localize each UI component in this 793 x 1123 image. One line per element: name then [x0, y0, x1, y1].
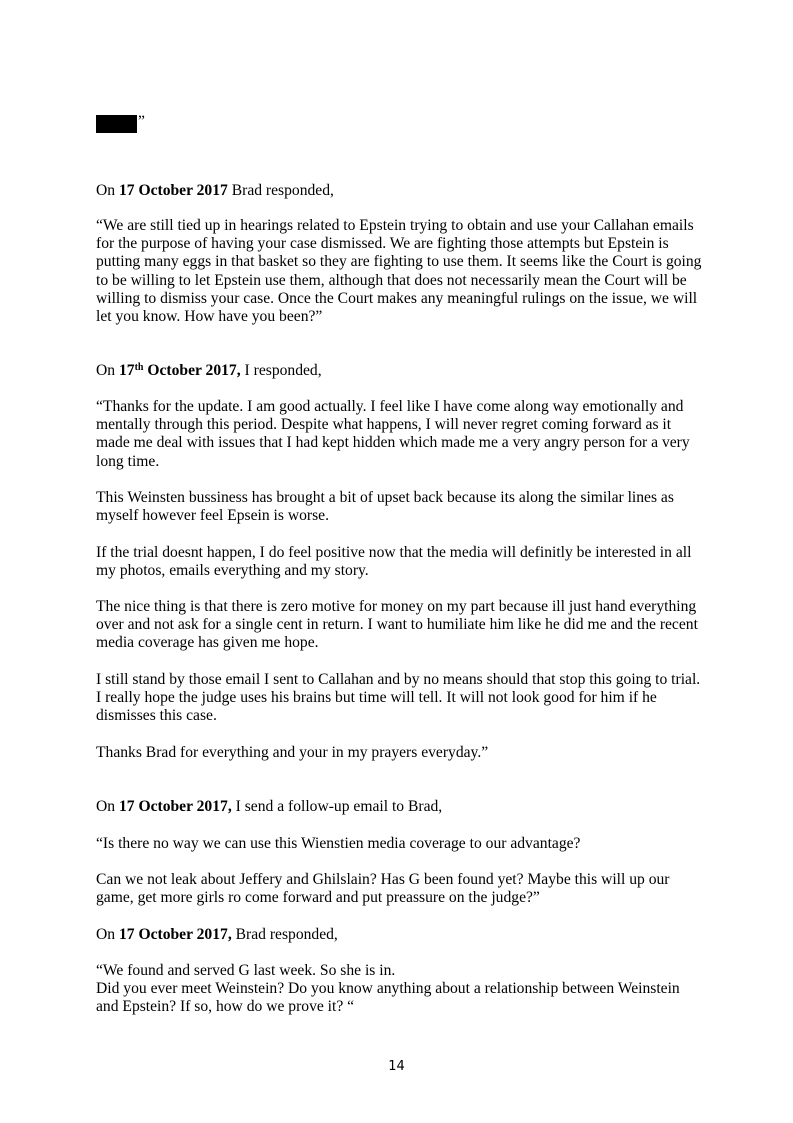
- quote-paragraph-9: Can we not leak about Jeffery and Ghilslain? Has G been found yet? Maybe this will up our game, get more girls ro come forward and put preassure on the judge?”: [96, 871, 670, 907]
- paragraph-intro-3: [96, 798, 706, 816]
- intro-suffix: Brad responded,: [227, 182, 334, 199]
- paragraph-intro-1: [96, 182, 706, 200]
- intro-date-ordinal: th: [134, 362, 144, 373]
- paragraph-intro-2: [96, 362, 706, 380]
- quote-paragraph-3: This Weinsten bussiness has brought a bit of upset back because its along the similar lines as myself however feel Epsein is worse.: [96, 489, 674, 525]
- intro-date: 17 October 2017,: [118, 926, 232, 943]
- paragraph-intro-4: [96, 926, 706, 944]
- intro-prefix: On: [96, 362, 119, 379]
- quote-paragraph-8: “Is there no way we can use this Wienstien media coverage to our advantage?: [96, 835, 581, 852]
- quote-paragraph-4: If the trial doesnt happen, I do feel positive now that the media will definitly be interested in all my photos, emails everything and my story.: [96, 544, 692, 580]
- closing-quote: ”: [138, 113, 145, 130]
- intro-date-day: 17: [118, 362, 135, 379]
- quote-paragraph-1: “We are still tied up in hearings related to Epstein trying to obtain and use your Callahan emails for the purpose of having your case dismissed. We are fighting those attempts but Epstein is putting many eggs in that basket so they are fighting to use them. It seems like the Court is going to be willing to let Epstein use them, although that does not necessarily mean the Court will be willing to dismiss your case. Once the Court makes any meaningful rulings on the issue, we will let you know. How have you been?”: [96, 217, 702, 326]
- intro-suffix: I responded,: [240, 362, 322, 379]
- intro-prefix: On: [96, 798, 119, 815]
- quote-paragraph-2: “Thanks for the update. I am good actually. I feel like I have come along way emotionally and mentally through this period. Despite what happens, I will never regret coming forward as it made me deal with issues that I had kept hidden which made me a very angry person for a very long time.: [96, 398, 690, 470]
- redacted-line: [96, 115, 145, 133]
- quote-paragraph-6: I still stand by those email I sent to Callahan and by no means should that stop this going to trial. I really hope the judge uses his brains but time will tell. It will not look good for him if he dismisses this case.: [96, 671, 701, 725]
- intro-date: 17 October 2017: [118, 182, 228, 199]
- redaction-box: [96, 115, 137, 133]
- quote-paragraph-7: Thanks Brad for everything and your in my prayers everyday.”: [96, 744, 489, 761]
- intro-suffix: Brad responded,: [231, 926, 338, 943]
- quote-paragraph-5: The nice thing is that there is zero motive for money on my part because ill just hand everything over and not ask for a single cent in return. I want to humiliate him like he did me and the recent media coverage has given me hope.: [96, 598, 698, 652]
- page-number: 14: [388, 1059, 405, 1074]
- intro-prefix: On: [96, 926, 119, 943]
- intro-prefix: On: [96, 182, 119, 199]
- intro-suffix: I send a follow-up email to Brad,: [231, 798, 443, 815]
- quote-paragraph-10: “We found and served G last week. So she is in. Did you ever meet Weinstein? Do you know anything about a relationship between Weinstein and Epstein? If so, how do we prove it? “: [96, 962, 680, 1016]
- intro-date-rest: October 2017,: [143, 362, 241, 379]
- intro-date: 17 October 2017,: [118, 798, 232, 815]
